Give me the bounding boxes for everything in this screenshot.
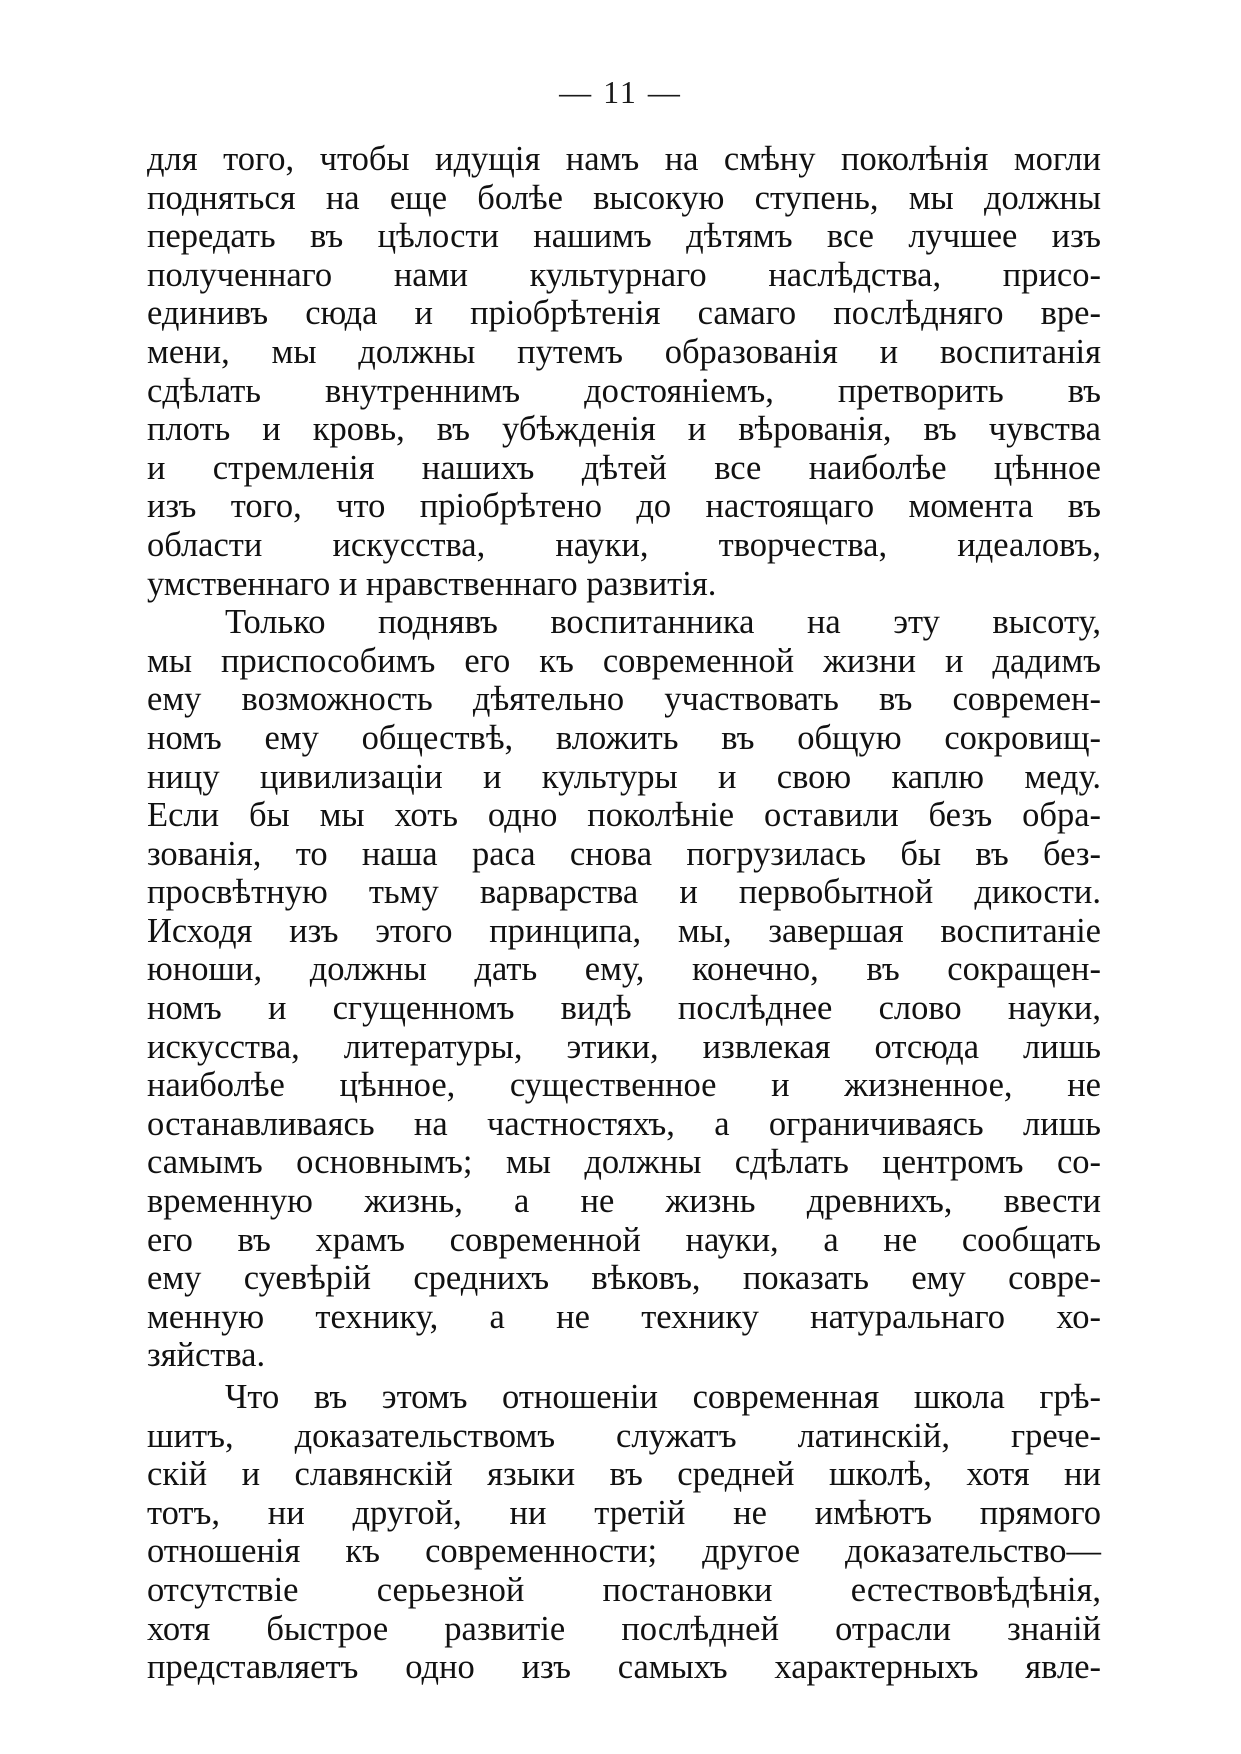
text-line: номъ ему обществѣ, вложить въ общую сокровищ- [147,718,1101,757]
text-line: отсутствіе серьезной постановки естествовѣдѣнія, [147,1570,1101,1609]
page-number: — 11 — [559,74,682,110]
text-line: Что въ этомъ отношеніи современная школа грѣ- [225,1378,1101,1416]
text-line: юноши, должны дать ему, конечно, въ сокращен- [147,950,1101,989]
text-line: отношенія къ современности; другое доказательство— [147,1532,1101,1571]
text-line: ему суевѣрій среднихъ вѣковъ, показать ему совре- [147,1259,1101,1298]
text-line: ему возможность дѣятельно участвовать въ современ- [147,680,1101,719]
text-line: единивъ сюда и пріобрѣтенія самаго послѣдняго вре- [147,294,1101,333]
text-line: хотя быстрое развитіе послѣдней отрасли знаній [147,1609,1101,1648]
text-line: мени, мы должны путемъ образованія и воспитанія [147,332,1101,371]
text-line: тотъ, ни другой, ни третій не имѣютъ прямого [147,1493,1101,1532]
text-line: мы приспособимъ его къ современной жизни и дадимъ [147,641,1101,680]
paragraph-3 [147,1378,1101,1687]
paragraph-1 [147,140,1101,603]
text-line: умственнаго и нравственнаго развитія. [147,564,717,603]
text-line: номъ и сгущенномъ видѣ послѣднее слово науки, [147,989,1101,1028]
text-line: скій и славянскій языки въ средней школѣ, хотя ни [147,1455,1101,1494]
text-line: менную технику, а не технику натуральнаго хо- [147,1297,1101,1336]
text-line: передать въ цѣлости нашимъ дѣтямъ все лучшее изъ [147,217,1101,256]
text-line: подняться на еще болѣе высокую ступень, мы должны [147,178,1101,217]
text-line: сдѣлать внутреннимъ достояніемъ, претворить въ [147,371,1101,410]
text-line: представляетъ одно изъ самыхъ характерныхъ явле- [147,1648,1101,1687]
text-line: самымъ основнымъ; мы должны сдѣлать центромъ со- [147,1143,1101,1182]
text-line: искусства, литературы, этики, извлекая отсюда лишь [147,1027,1101,1066]
paragraph-2 [147,603,1101,1375]
text-line: останавливаясь на частностяхъ, а ограничиваясь лишь [147,1104,1101,1143]
text-line: Если бы мы хоть одно поколѣніе оставили безъ обра- [147,796,1101,835]
body-text [147,140,1101,1687]
text-line: для того, чтобы идущія намъ на смѣну поколѣнія могли [147,140,1101,178]
text-line: ницу цивилизаціи и культуры и свою каплю меду. [147,757,1101,796]
text-line: Исходя изъ этого принципа, мы, завершая воспитаніе [147,911,1101,950]
text-line: зяйства. [147,1336,266,1375]
text-line: зованія, то наша раса снова погрузилась бы въ без- [147,834,1101,873]
text-line: просвѣтную тьму варварства и первобытной дикости. [147,873,1101,912]
text-line: временную жизнь, а не жизнь древнихъ, ввести [147,1182,1101,1221]
text-line: Только поднявъ воспитанника на эту высоту, [225,603,1101,642]
text-line: области искусства, науки, творчества, идеаловъ, [147,525,1101,564]
text-line: шитъ, доказательствомъ служатъ латинскій, грече- [147,1416,1101,1455]
text-line: и стремленія нашихъ дѣтей все наиболѣе цѣнное [147,448,1101,487]
text-line: его въ храмъ современной науки, а не сообщать [147,1220,1101,1259]
text-line: плоть и кровь, въ убѣжденія и вѣрованія, въ чувства [147,410,1101,449]
text-line: изъ того, что пріобрѣтено до настоящаго момента въ [147,487,1101,526]
text-line: наиболѣе цѣнное, существенное и жизненное, не [147,1066,1101,1105]
text-line: полученнаго нами культурнаго наслѣдства, присо- [147,255,1101,294]
